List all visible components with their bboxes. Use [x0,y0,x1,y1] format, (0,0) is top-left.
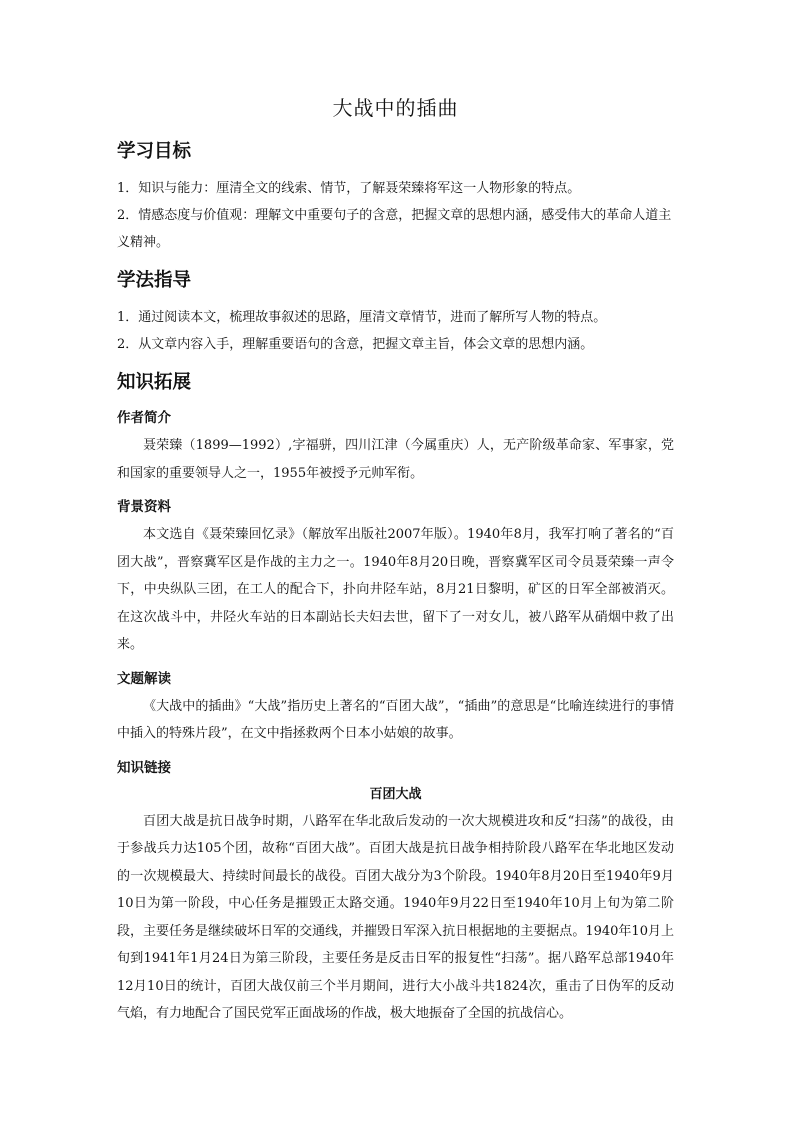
author-paragraph: 聂荣臻（1899—1992）,字福骈，四川江津（今属重庆）人，无产阶级革命家、军事家，党和国家的重要领导人之一，1955年被授予元帅军衔。 [117,438,674,481]
subheading-background: 背景资料 [117,499,171,515]
subheading-author: 作者简介 [117,410,171,426]
subheading-title-reading: 文题解读 [117,670,171,687]
knowledge-link-paragraph: 百团大战是抗日战争时期，八路军在华北敌后发动的一次大规模进攻和反“扫荡”的战役，由于参战兵力达105个团，故称“百团大战”。百团大战是抗日战争相持阶段八路军在华北地区发动的一次规模最大、持续时间最长的战役。百团大战分为3个阶段。1940年8月20日至1940年9月10日为第一阶段，中心任务是摧毁正太路交通。1940年9月22日至1940年10月上旬为第二阶段，主要任务是继续破坏日军的交通线，并摧毁日军深入抗日根据地的主要据点。1940年10月上旬到1941年1月24日为第三阶段，主要任务是反击日军的报复性“扫荡”。据八路军总部1940年12月10日的统计，百团大战仅前三个半月期间，进行大小战斗共1824次，重击了日伪军的反动气焰，有力地配合了国民党军正面战场的作战，极大地振奋了全国的抗战信心。 [117,813,674,1021]
document-page [117,92,674,1028]
method-item: 1．通过阅读本文，梳理故事叙述的思路，厘清文章情节，进而了解所写人物的特点。 [117,310,607,325]
background-paragraph: 本文选自《聂荣臻回忆录》（解放军出版社2007年版）。1940年8月，我军打响了著名的“百团大战”，晋察冀军区是作战的主力之一。1940年8月20日晚，晋察冀军区司令员聂荣臻一声令下，中央纵队三团，在工人的配合下，扑向井陉车站，8月21日黎明，矿区的日军全部被消灭。在这次战斗中，井陉火车站的日本副站长夫妇去世，留下了一对女儿，被八路军从硝烟中救了出来。 [117,527,674,652]
document-title: 大战中的插曲 [332,96,459,120]
section-heading-methods: 学法指导 [117,270,192,291]
section-heading-goals: 学习目标 [117,141,192,162]
title-reading-paragraph: 《大战中的插曲》“大战”指历史上著名的“百团大战”，“插曲”的意思是“比喻连续进行的事情中插入的特殊片段”，在文中指拯救两个日本小姑娘的故事。 [117,698,674,741]
subheading-knowledge-link: 知识链接 [117,759,171,776]
knowledge-link-subtitle: 百团大战 [369,786,422,802]
section-heading-knowledge: 知识拓展 [117,372,192,393]
method-item: 2．从文章内容入手，理解重要语句的含意，把握文章主旨，体会文章的思想内涵。 [117,337,594,352]
goal-item: 1．知识与能力：厘清全文的线索、情节，了解聂荣臻将军这一人物形象的特点。 [117,181,581,196]
goal-item: 2．情感态度与价值观：理解文中重要句子的含意，把握文章的思想内涵，感受伟大的革命人道主义精神。 [117,208,672,250]
